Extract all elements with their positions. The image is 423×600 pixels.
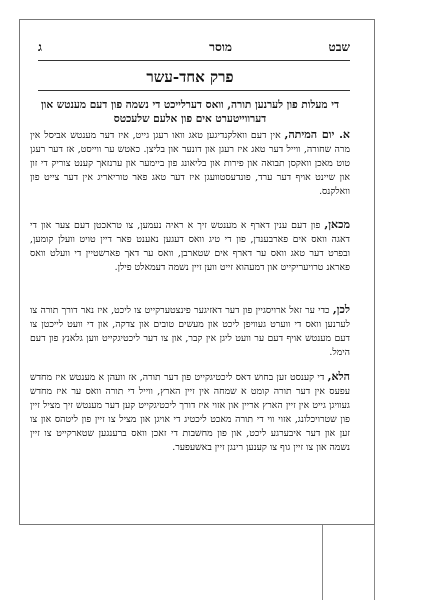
header-page-letter: ג	[38, 40, 42, 54]
paragraph-2	[30, 218, 350, 275]
chapter-title: פרק אחד-עשר	[146, 68, 234, 86]
paragraph-lead: א. יום המיתה,	[284, 128, 350, 141]
chapter-subtitle: די מעלות פון לערנען תורה, וואס דערלייכט די נשמה פון דעם מענטש און דערווייטערט אים פון אלעם שלעכטס	[40, 99, 340, 125]
title-rule	[38, 90, 350, 91]
paragraph-lead: לכן,	[332, 303, 350, 316]
paragraph-text: פון דעם ענין דארף א מענטש זיך א ראיה נעמען, צו טראכטן דעם צער און די דאגה וואס אים פארבענדן, פון די טיג וואס דעגען נאענט פאר דיין טויט וועלן קומען, ובפרט דער טאג וואס ער דארף אים שטארבן, וואס ער דאך פארשטיין די וועלט וואס פאראנ טרויעריקייט און דמעהוא זייט ווען זיין נשמה דעמאלט פילן.	[30, 220, 350, 273]
page-header	[30, 40, 350, 58]
paragraph-text: די קענסט זען בחוש דאס ליכטיגקייט פון דער תורה, אז וועהן א מענטש איז מחדש עפעס אין דער תורה קומט א שמחה אין זיין הארץ, ווייל די תורה וואס ער איז מחדש געוויגן גייט אין זיין הארץ אריין און אזוי איז דורך ליכטיגקייט קען דער מענטש זיך מציל זיין פון שטרויכלונג, אזוי ווי די תורה מאכט ליכטיג די אויגן און מציל צו זיין פון ליטהס און צו זען און דער איבערגע ליכט, און פון מחשבות די זאכן וואס ברענגען שטארקייט צו זיין נשמה און צו זיין גוף צו קענען רינגן זיין באשעפער.	[30, 372, 350, 453]
header-weekday: שבט	[328, 40, 350, 54]
header-rule	[38, 60, 350, 61]
paragraph-text: כדי ער זאל ארויסגיין פון דער דאזיגער פינצטערקייט צו ליכט, איז נאר דורך תורה צו לערנען וואס די ווערט געוויפן ליכט און מעשים טובים און צדקה, און די וועט לייכטן צו דעם מענטש אויף דעם ער וועט ליגן אין קבר, און צו דער ליכטיגקייט ווען גלאנץ פון דעם הימל.	[30, 305, 350, 358]
header-section: מוסר	[209, 40, 232, 54]
paragraph-lead: הלא,	[327, 370, 350, 383]
paragraph-3	[30, 303, 350, 360]
page-edge-strip	[322, 525, 375, 600]
paragraph-1	[30, 128, 350, 199]
paragraph-4	[30, 370, 350, 455]
paragraph-text: אין דעם וואלקנדיגען טאג וואו רעגן גייט, איז דער מענטש אביסל אין מרה שחורה, ווייל דער טאג איז רעגן און דונער און בליצן. כאטש ער ווייסט, אז דער רעגן טוט מאכן וואקסן תבואה און פירות און בליאונג פון ביימער און ערנזאך קענט צוריק די זון און שיינט אויף דער ערד, פונדעסטוועגן איז דער טאג פאר טוריאריג אין דער צייט פון וואלקנס.	[30, 130, 350, 197]
paragraph-lead: מכאן,	[324, 218, 350, 231]
